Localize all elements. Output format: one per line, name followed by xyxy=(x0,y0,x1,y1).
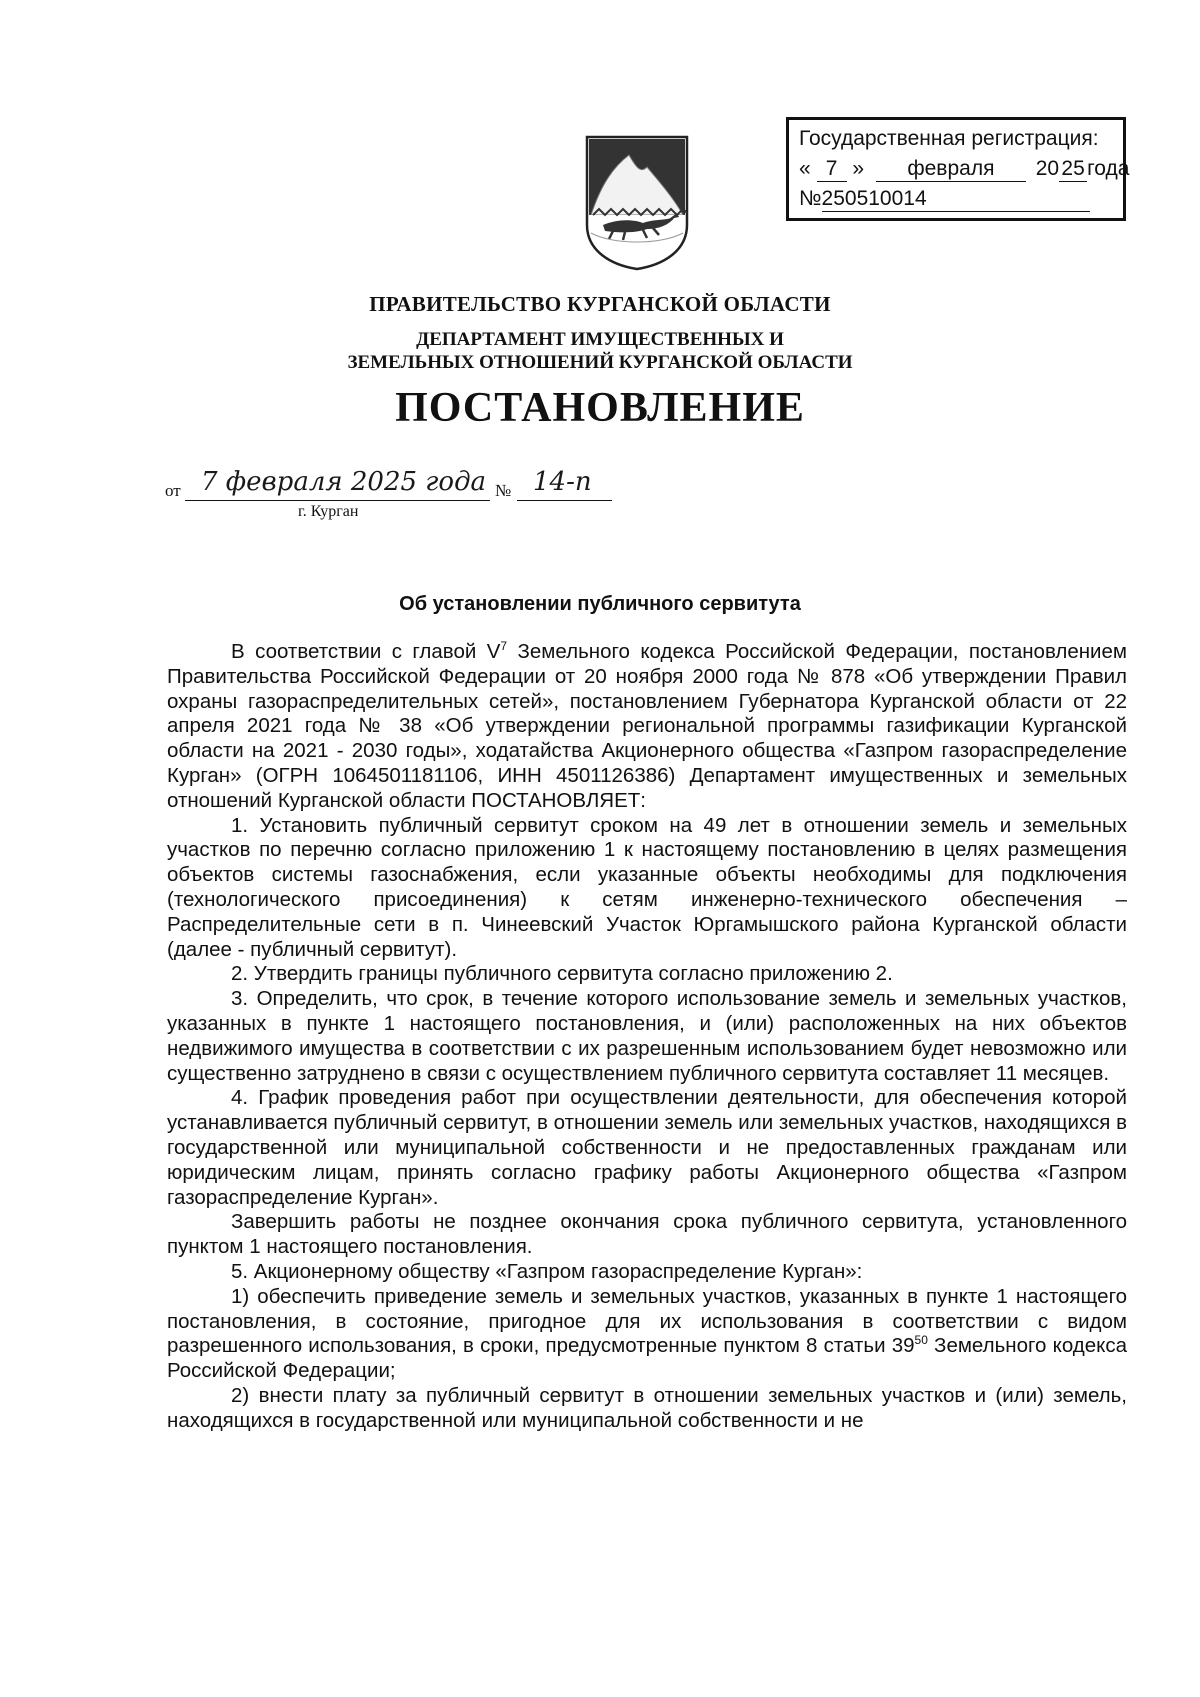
paragraph-item-2: 2. Утвердить границы публичного сервитута согласно приложению 2. xyxy=(231,962,893,986)
paragraph-item-3: 3. Определить, что срок, в течение которого использование земель и земельных участков, указанных в пункте 1 настоящего постановления, и (или) расположенных на них объектов недвижимого имущества в соответствии с их разрешенным использованием будет невозможно или существенно затруднено в связи с осуществлением публичного сервитута составляет 11 месяцев. xyxy=(167,987,1127,1085)
paragraph-preamble: В соответствии с главой $V^7$ Земельного кодекса Российской Федерации, постановлением Правительства Российской Федерации от 20 ноября 2000 года № 878 «Об утверждении Правил охраны газораспределительных сетей», постановлением Губернатора Курганской области от 22 апреля 2021 года № 38 «Об утверждении региональной программы газификации Курганской области на 2021 - 2030 годы», ходатайства Акционерного общества «Газпром газораспределение Курган» (ОГРН 1064501181106, ИНН 4501126386) Департамент имущественных и земельных отношений Курганской области ПОСТАНОВЛЯЕТ: xyxy=(167,639,1127,812)
date-underline xyxy=(185,500,490,501)
registration-number-value: 250510014 xyxy=(822,187,1090,212)
kurgan-coat-of-arms-icon xyxy=(583,133,691,273)
paragraph-item-4-completion: Завершить работы не позднее окончания срока публичного сервитута, установленного пунктом 1 настоящего постановления. xyxy=(167,1210,1127,1259)
document-body xyxy=(167,640,1127,1434)
number-label: № xyxy=(495,481,512,500)
from-label: от xyxy=(165,481,181,500)
registration-number: №250510014 xyxy=(799,184,1123,214)
paragraph-item-5: 5. Акционерному обществу «Газпром газораспределение Курган»: xyxy=(231,1259,863,1283)
city: г. Курган xyxy=(298,503,359,520)
handwritten-date: 7 февраля 2025 года xyxy=(201,467,487,497)
paragraph-item-5-2: 2) внести плату за публичный сервитут в отношении земельных участков и (или) земель, находящихся в государственной или муниципальной собственности и не xyxy=(167,1383,1127,1432)
department-name-line1: ДЕПАРТАМЕНТ ИМУЩЕСТВЕННЫХ И xyxy=(416,329,784,350)
handwritten-number: 14-п xyxy=(533,467,592,497)
registration-stamp xyxy=(786,117,1130,221)
paragraph-item-4: 4. График проведения работ при осуществлении деятельности, для обеспечения которой устанавливается публичный сервитут, в отношении земель или земельных участков, находящихся в государственной или муниципальной собственности и не предоставленных гражданам или юридическим лицам, принять согласно графику работы Акционерного общества «Газпром газораспределение Курган». xyxy=(167,1086,1127,1209)
number-underline xyxy=(517,500,612,501)
paragraph-item-5-1: 1) обеспечить приведение земель и земельных участков, указанных в пункте 1 настоящего постановления, в состояние, пригодное для их использования в соответствии с видом разрешенного использования, в сроки, предусмотренные пунктом 8 статьи $39^{50}$ Земельного кодекса Российской Федерации; xyxy=(167,1284,1127,1383)
registration-day: 7 xyxy=(817,157,847,182)
registration-date: « 7 » февраля 20 25 года xyxy=(799,157,1130,180)
department-name-line2: ЗЕМЕЛЬНЫХ ОТНОШЕНИЙ КУРГАНСКОЙ ОБЛАСТИ xyxy=(347,352,853,373)
registration-heading: Государственная регистрация: xyxy=(799,127,1099,150)
government-name: ПРАВИТЕЛЬСТВО КУРГАНСКОЙ ОБЛАСТИ xyxy=(369,292,831,316)
date-number-line xyxy=(165,467,640,520)
registration-month: февраля xyxy=(876,157,1026,182)
paragraph-item-1: 1. Установить публичный сервитут сроком на 49 лет в отношении земель и земельных участков по перечню согласно приложению 1 к настоящему постановлению в целях размещения объектов системы газоснабжения, если указанные объекты необходимы для подключения (технологического присоединения) к сетям инженерно-технического обеспечения – Распределительные сети в п. Чинеевский Участок Юргамышского района Курганской области (далее - публичный сервитут). xyxy=(167,813,1127,961)
registration-year: 25 xyxy=(1059,157,1087,182)
document-type: ПОСТАНОВЛЕНИЕ xyxy=(395,385,805,431)
document-title: Об установлении публичного сервитута xyxy=(399,593,801,615)
